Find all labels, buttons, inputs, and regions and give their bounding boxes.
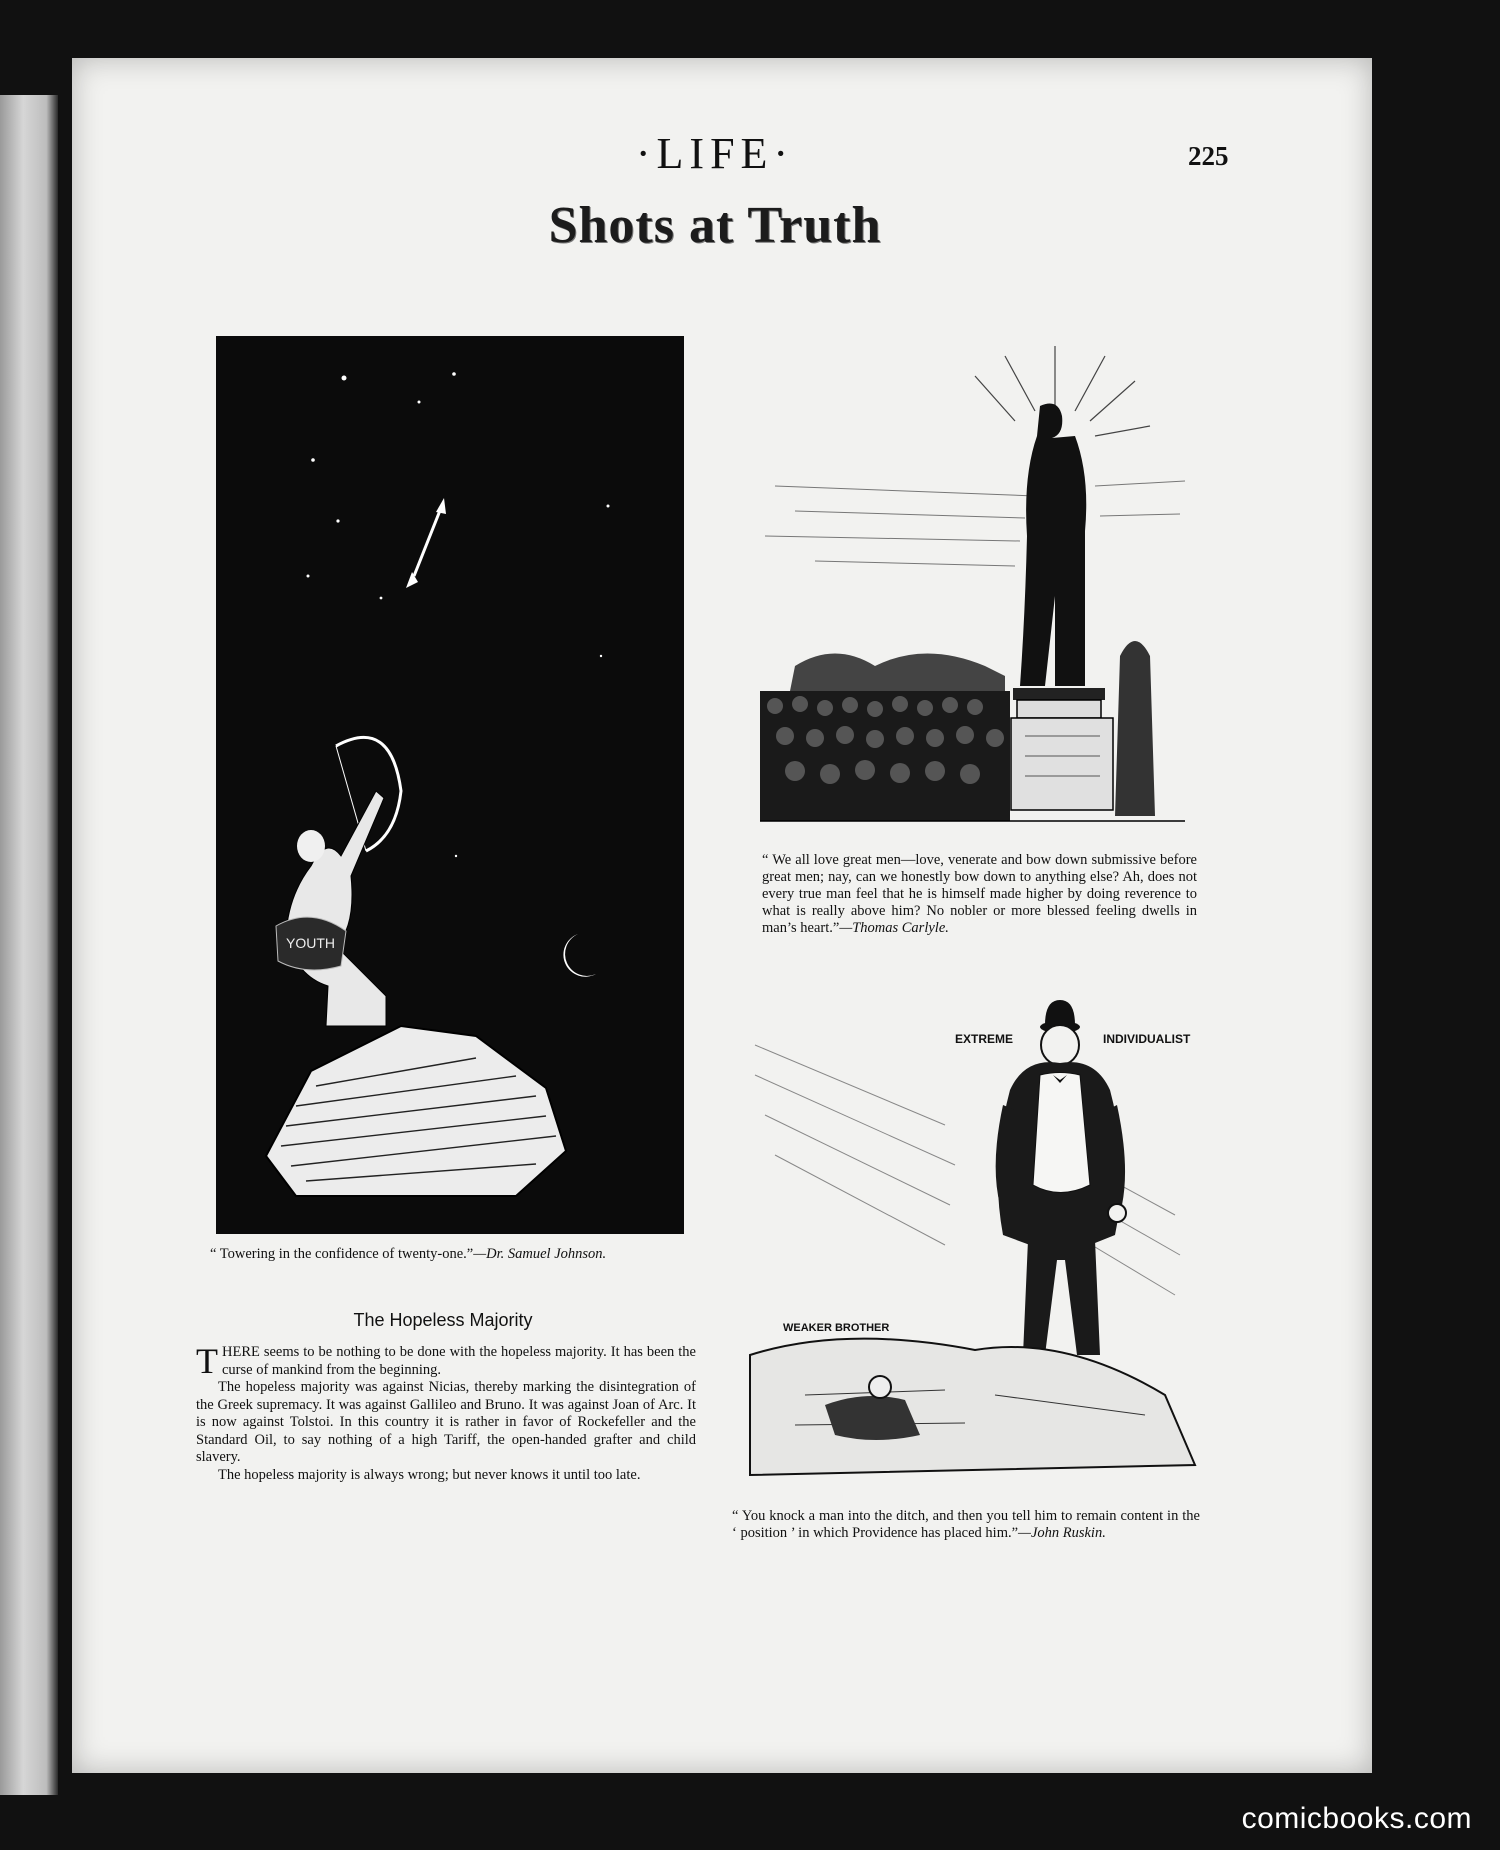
article-paragraph-2: The hopeless majority was against Nicias, thereby marking the disintegration of the Greek supremacy. It was against Gallileo and Bruno. It was against Joan of Arc. It is now against Tolstoi. In this country it is rather in favor of Rockefeller and the Standard Oil, to say nothing of a high Tariff, the open-handed grafter and child slavery.: [196, 1379, 696, 1465]
article-paragraph-1: [196, 1341, 696, 1381]
article-dropcap: T: [196, 1341, 218, 1381]
article-title: The Hopeless Majority: [353, 1310, 533, 1330]
youth-caption-citation: —Dr. Samuel Johnson.: [473, 1246, 607, 1262]
watermark: comicbooks.com: [1241, 1802, 1472, 1835]
individualist-drawing: [745, 995, 1200, 1485]
article-paragraph-1-text: HERE seems to be nothing to be done with the hopeless majority. It has been the curse of mankind from the beginning.: [222, 1344, 696, 1378]
youth-caption-text: “ Towering in the confidence of twenty-one.”: [210, 1246, 474, 1262]
youth-archer-illustration: [216, 336, 684, 1234]
article-body: [196, 1341, 696, 1484]
youth-archer-drawing: [216, 336, 684, 1234]
page-number: 225: [1188, 141, 1229, 171]
statue-caption: [762, 852, 1197, 937]
youth-caption: [210, 1246, 695, 1263]
section-title: Shots at Truth: [548, 197, 882, 254]
statue-crowd-drawing: [755, 336, 1190, 826]
masthead: ·LIFE·: [635, 129, 795, 178]
weaker-brother-label: WEAKER BROTHER: [783, 1322, 890, 1334]
adjacent-page-edge: [0, 95, 58, 1795]
individualist-illustration: [745, 995, 1200, 1485]
statue-caption-text: “ We all love great men—love, venerate and bow down submissive before great men; nay, can we honestly bow down to anything else? Ah, does not every true man feel that he is himself made higher by doing reverence to what is really above him? No nobler or more blessed feeling dwells in man’s heart.”: [762, 852, 1197, 936]
statue-crowd-illustration: [755, 336, 1190, 826]
extreme-label: EXTREME: [955, 1032, 1014, 1046]
article-paragraph-3: The hopeless majority is always wrong; but never knows it until too late.: [218, 1466, 641, 1483]
individualist-caption: [732, 1508, 1200, 1542]
individualist-label: INDIVIDUALIST: [1103, 1032, 1191, 1046]
youth-label: YOUTH: [286, 935, 335, 951]
individualist-caption-text: “ You knock a man into the ditch, and then you tell him to remain content in the ‘ position ’ in which Providence has placed him.”: [732, 1508, 1200, 1541]
statue-caption-citation: —Thomas Carlyle.: [839, 920, 949, 936]
individualist-caption-citation: —John Ruskin.: [1018, 1525, 1106, 1541]
